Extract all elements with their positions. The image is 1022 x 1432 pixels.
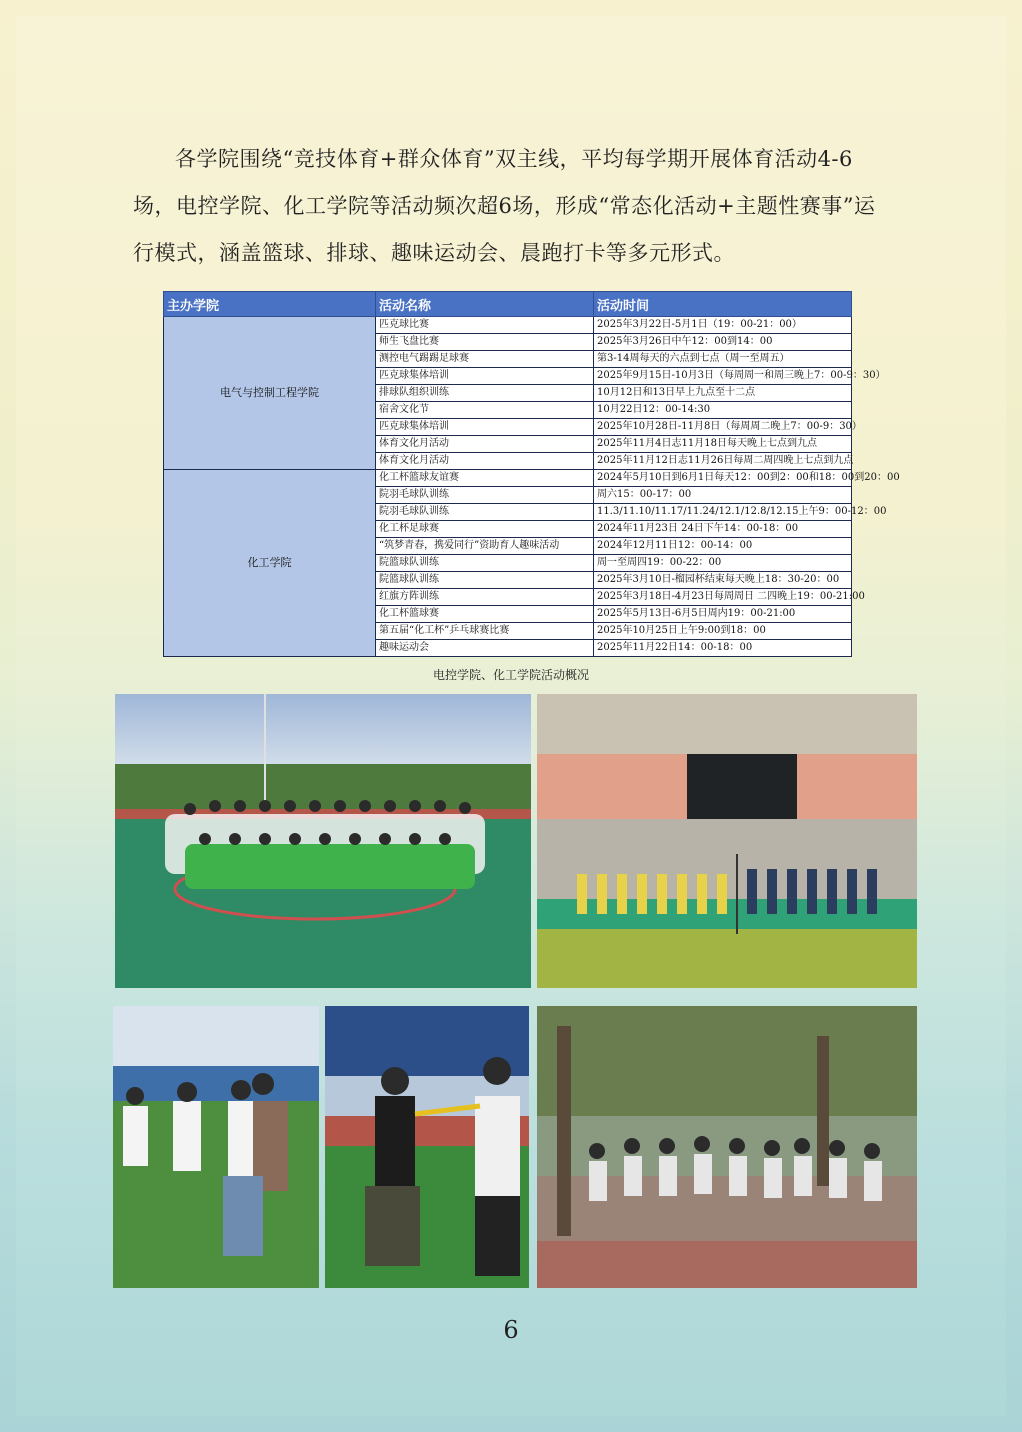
activity-name-cell: 师生飞盘比赛: [376, 334, 594, 351]
table-body: [164, 317, 900, 657]
activity-name-cell: 院篮球队训练: [376, 572, 594, 589]
activity-name-cell: 红旗方阵训练: [376, 589, 594, 606]
activity-time-cell: 2025年9月15日-10月3日（每周周一和周三晚上7：00-9：30）: [594, 368, 852, 385]
activity-time-cell: 2024年12月11日12：00-14：00: [594, 538, 852, 555]
header-time: 活动时间: [594, 292, 852, 317]
activity-time-cell: 2025年10月25日上午9:00到18：00: [594, 623, 852, 640]
activity-time-cell: 2025年11月22日14：00-18：00: [594, 640, 852, 657]
table-header-row: [164, 292, 852, 317]
photo-indoor-gym: [537, 694, 917, 988]
activity-name-cell: 宿舍文化节: [376, 402, 594, 419]
activity-time-cell: 10月22日12：00-14:30: [594, 402, 852, 419]
activity-name-cell: 体育文化月活动: [376, 436, 594, 453]
photo-track-game: [325, 1006, 529, 1288]
activity-time-cell: 2025年10月28日-11月8日（每周周二晚上7：00-9：30）: [594, 419, 852, 436]
activity-name-cell: 匹克球集体培训: [376, 419, 594, 436]
activity-time-cell: 2024年5月10日到6月1日每天12：00到2：00和18：00到20：00: [594, 470, 852, 487]
activity-time-cell: 11.3/11.10/11.17/11.24/12.1/12.8/12.15上午9：00-12：00: [594, 504, 852, 521]
photo-basketball-team: [115, 694, 531, 988]
activity-time-cell: 第3-14周每天的六点到七点（周一至周五）: [594, 351, 852, 368]
header-activity: 活动名称: [376, 292, 594, 317]
activity-time-cell: 周六15：00-17：00: [594, 487, 852, 504]
activity-time-cell: 2025年5月13日-6月5日周内19：00-21:00: [594, 606, 852, 623]
activity-time-cell: 周一至周四19：00-22：00: [594, 555, 852, 572]
activity-time-cell: 2024年11月23日 24日下午14：00-18：00: [594, 521, 852, 538]
photo-field-game: [113, 1006, 319, 1288]
table-caption: 电控学院、化工学院活动概况: [432, 668, 589, 682]
activity-time-cell: 10月12日和13日早上九点至十二点: [594, 385, 852, 402]
activity-time-cell: 2025年11月4日志11月18日每天晚上七点到九点: [594, 436, 852, 453]
activity-name-cell: 院羽毛球队训练: [376, 504, 594, 521]
activity-name-cell: 排球队组织训练: [376, 385, 594, 402]
activity-name-cell: 化工杯足球赛: [376, 521, 594, 538]
table-row: [164, 317, 852, 334]
org-cell: 电气与控制工程学院: [164, 317, 376, 470]
activity-name-cell: 院篮球队训练: [376, 555, 594, 572]
activity-name-cell: 院羽毛球队训练: [376, 487, 594, 504]
activity-table: [163, 291, 900, 657]
org-cell: 化工学院: [164, 470, 376, 657]
activity-name-cell: 化工杯篮球友谊赛: [376, 470, 594, 487]
activity-name-cell: 趣味运动会: [376, 640, 594, 657]
activity-time-cell: 2025年3月22日-5月1日（19：00-21：00）: [594, 317, 852, 334]
activity-time-cell: 2025年11月12日志11月26日每周二周四晚上七点到九点: [594, 453, 852, 470]
activity-name-cell: 匹克球集体培训: [376, 368, 594, 385]
activity-time-cell: 2025年3月10日-榴园杯结束每天晚上18：30-20：00: [594, 572, 852, 589]
intro-paragraph: 各学院围绕“竞技体育+群众体育”双主线，平均每学期开展体育活动4-6场，电控学院、化工学院等活动频次超6场，形成“常态化活动+主题性赛事”运行模式，涵盖篮球、排球、趣味运动会、晨跑打卡等多元形式。: [133, 147, 876, 265]
activity-name-cell: 匹克球比赛: [376, 317, 594, 334]
page-number: 6: [503, 1316, 519, 1344]
photo-morning-run: [537, 1006, 917, 1288]
header-org: 主办学院: [164, 292, 376, 317]
activity-name-cell: 测控电气踢踢足球赛: [376, 351, 594, 368]
activity-name-cell: 第五届“化工杯”乒乓球赛比赛: [376, 623, 594, 640]
activity-name-cell: 化工杯篮球赛: [376, 606, 594, 623]
activity-time-cell: 2025年3月26日中午12：00到14：00: [594, 334, 852, 351]
table-row: [164, 470, 852, 487]
activity-time-cell: 2025年3月18日-4月23日每周周日 二四晚上19：00-21:00: [594, 589, 852, 606]
activity-name-cell: “筑梦青春，携爱同行”资助育人趣味活动: [376, 538, 594, 555]
activity-name-cell: 体育文化月活动: [376, 453, 594, 470]
